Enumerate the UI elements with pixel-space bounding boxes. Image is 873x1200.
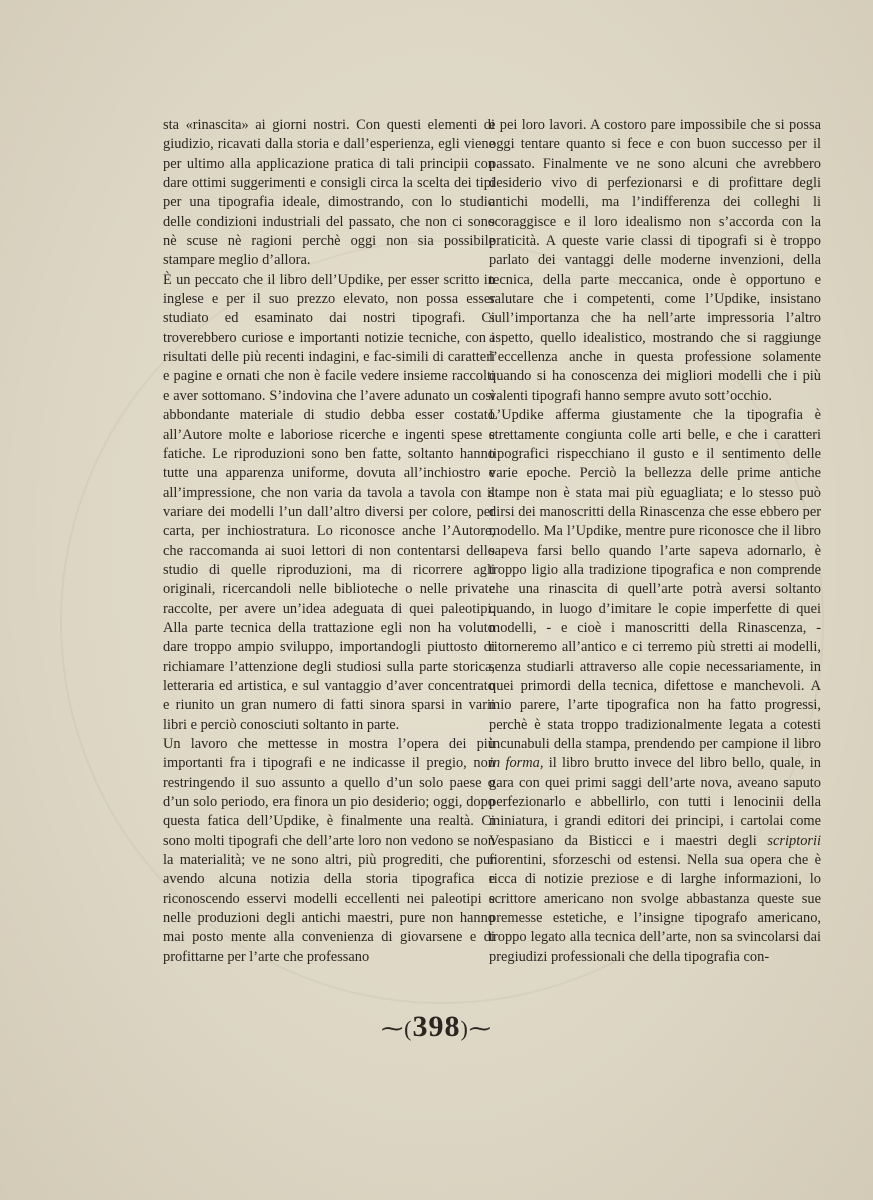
ornament-left: ⁓( xyxy=(381,1016,413,1041)
text-run: L’Updike afferma giustamente che la tipografia è strettamente congiunta colle arti belle, e che i caratteri tipografici rispecchiano il gusto e il sentimento delle varie epoche. Perciò la bellezza delle prime antiche stampe non è stata mai più eguagliata; e lo stesso può dirsi dei manoscritti della Rinascenza che esse ebbero per modello. Ma l’Updike, mentre pure riconosce che il libro sapeva farsi bello quando l’arte sapeva adornarlo, è troppo ligio alla tradizione tipografica e non comprende che una rinascita di quell’arte potrà aversi soltanto quando, in luogo d’imitare le copie imperfette di quei modelli, - e cioè i manoscritti della Rinascenza, - ritorneremo all’antico e ci terremo più stretti ai modelli, senza studiarli attraverso alle copie necessariamente, in quei primordi della tecnica, difettose e manchevoli. A mio parere, l’arte tipografica non ha fatto progressi, perchè è stata troppo tradizionalmente legata a cotesti incunabuli della stampa, prendendo per campione il libro xyxy=(489,407,821,752)
right-column xyxy=(489,116,821,967)
italic-text: in forma, xyxy=(489,755,544,772)
paragraph: e pei loro lavori. A costoro pare impossibile che si possa oggi tentare quanto si fece e con buon successo per il passato. Finalmente ve ne sono alcuni che avrebbero desiderio vivo di perfezionarsi e di profittare degli antichi modelli, ma l’indifferenza dei colleghi li scoraggisce e il loro idealismo non s’accorda con la praticità. A queste varie classi di tipografi si è troppo parlato dei vantaggi delle moderne invenzioni, della tecnica, della parte meccanica, onde è opportuno e salutare che i competenti, come l’Updike, insistano sull’importanza che ha nell’arte impressoria l’altro aspetto, quello idealistico, mostrando che si raggiunge l’eccellenza anche in questa professione solamente quando si ha conoscenza dei migliori modelli che i più valenti tipografi hanno sempre avuto sott’occhio. xyxy=(489,117,821,404)
page-number xyxy=(0,1010,873,1044)
paragraph xyxy=(489,406,821,967)
text-run: fiorentini, sforzeschi od estensi. Nella sua opera che è ricca di notizie preziose e di larghe informazioni, lo scrittore americano non svolge abbastanza queste sue premesse estetiche, e l’insigne tipografo americano, troppo legato alla tecnica dell’arte, non sa svincolarsi dai pregiudizi professionali che della tipografia con- xyxy=(489,852,821,965)
text-run: il libro brutto invece del libro bello, quale, in gara con quei primi saggi dell’arte nova, aveano saputo perfezionarlo e abbellirlo, con tutti i lenocinii della miniatura, i grandi editori dei principi, i cartolai come Vespasiano da Bisticci e i maestri degli xyxy=(489,755,821,849)
italic-text: scriptorii xyxy=(767,832,821,849)
page-number-value: 398 xyxy=(412,1010,461,1043)
left-column xyxy=(163,116,495,967)
paragraph: Un lavoro che mettesse in mostra l’opera dei più importanti fra i tipografi e ne indicasse il pregio, non restringendo il suo assunto a quello d’un solo paese o d’un solo periodo, era finora un pio desiderio; oggi, dopo questa fatica dell’Updike, è finalmente una realtà. Ci sono molti tipografi che dell’arte loro non vedono se non la materialità; ve ne sono altri, più progrediti, che pur avendo alcuna notizia della storia tipografica e riconoscendo esservi modelli eccellenti nei paleotipi e nelle produzioni degli antichi maestri, pure non hanno mai posto mente alla convenienza di giovarsene e di profittarne per l’arte che professano xyxy=(163,736,495,965)
ornament-right: )⁓ xyxy=(460,1016,492,1041)
paragraph: È un peccato che il libro dell’Updike, per esser scritto in inglese e per il suo prezzo elevato, non possa esser studiato ed esaminato dai nostri tipografi. Ci troverebbero curiose e importanti notizie tecniche, con i risultati delle più recenti indagini, e fac-simili di caratteri e pagine e ornati che non è facile vedere insieme raccolti e aver sottomano. S’indovina che l’avere adunato un così abbondante materiale di studio debba esser costato all’Autore molte e laboriose ricerche e ingenti spese e fatiche. Le riproduzioni sono ben fatte, soltanto hanno tutte una apparenza uniforme, dovuta all’inchiostro e all’impressione, che non varia da tavola a tavola con il variare dei modelli l’un dall’altro diversi per colore, per carta, per inchiostratura. Lo riconosce anche l’Autore, che raccomanda ai suoi lettori di non contentarsi dello studio di quelle riproduzioni, ma di ricorrere agli originali, ricercandoli nelle biblioteche o nelle private raccolte, per avere un’idea adeguata di quei paleotipi. Alla parte tecnica della trattazione egli non ha voluto dare troppo ampio sviluppo, importandogli piuttosto di richiamare l’attenzione degli studiosi sulla parte storica, letteraria ed artistica, e sul vantaggio d’aver concentrato e riunito un gran numero di fatti sinora sparsi in varii libri e perciò conosciuti soltanto in parte. xyxy=(163,271,495,733)
paragraph: sta «rinascita» ai giorni nostri. Con questi elementi di giudizio, ricavati dalla storia e dall’esperienza, egli viene per ultimo alla applicazione pratica di tali principii con dare ottimi suggerimenti e consigli circa la scelta dei tipi per una tipografia ideale, dimostrando, con lo studio delle condizioni industriali del passato, che non ci sono nè scuse nè ragioni perchè oggi non sia possibile stampare meglio d’allora. xyxy=(163,117,495,269)
